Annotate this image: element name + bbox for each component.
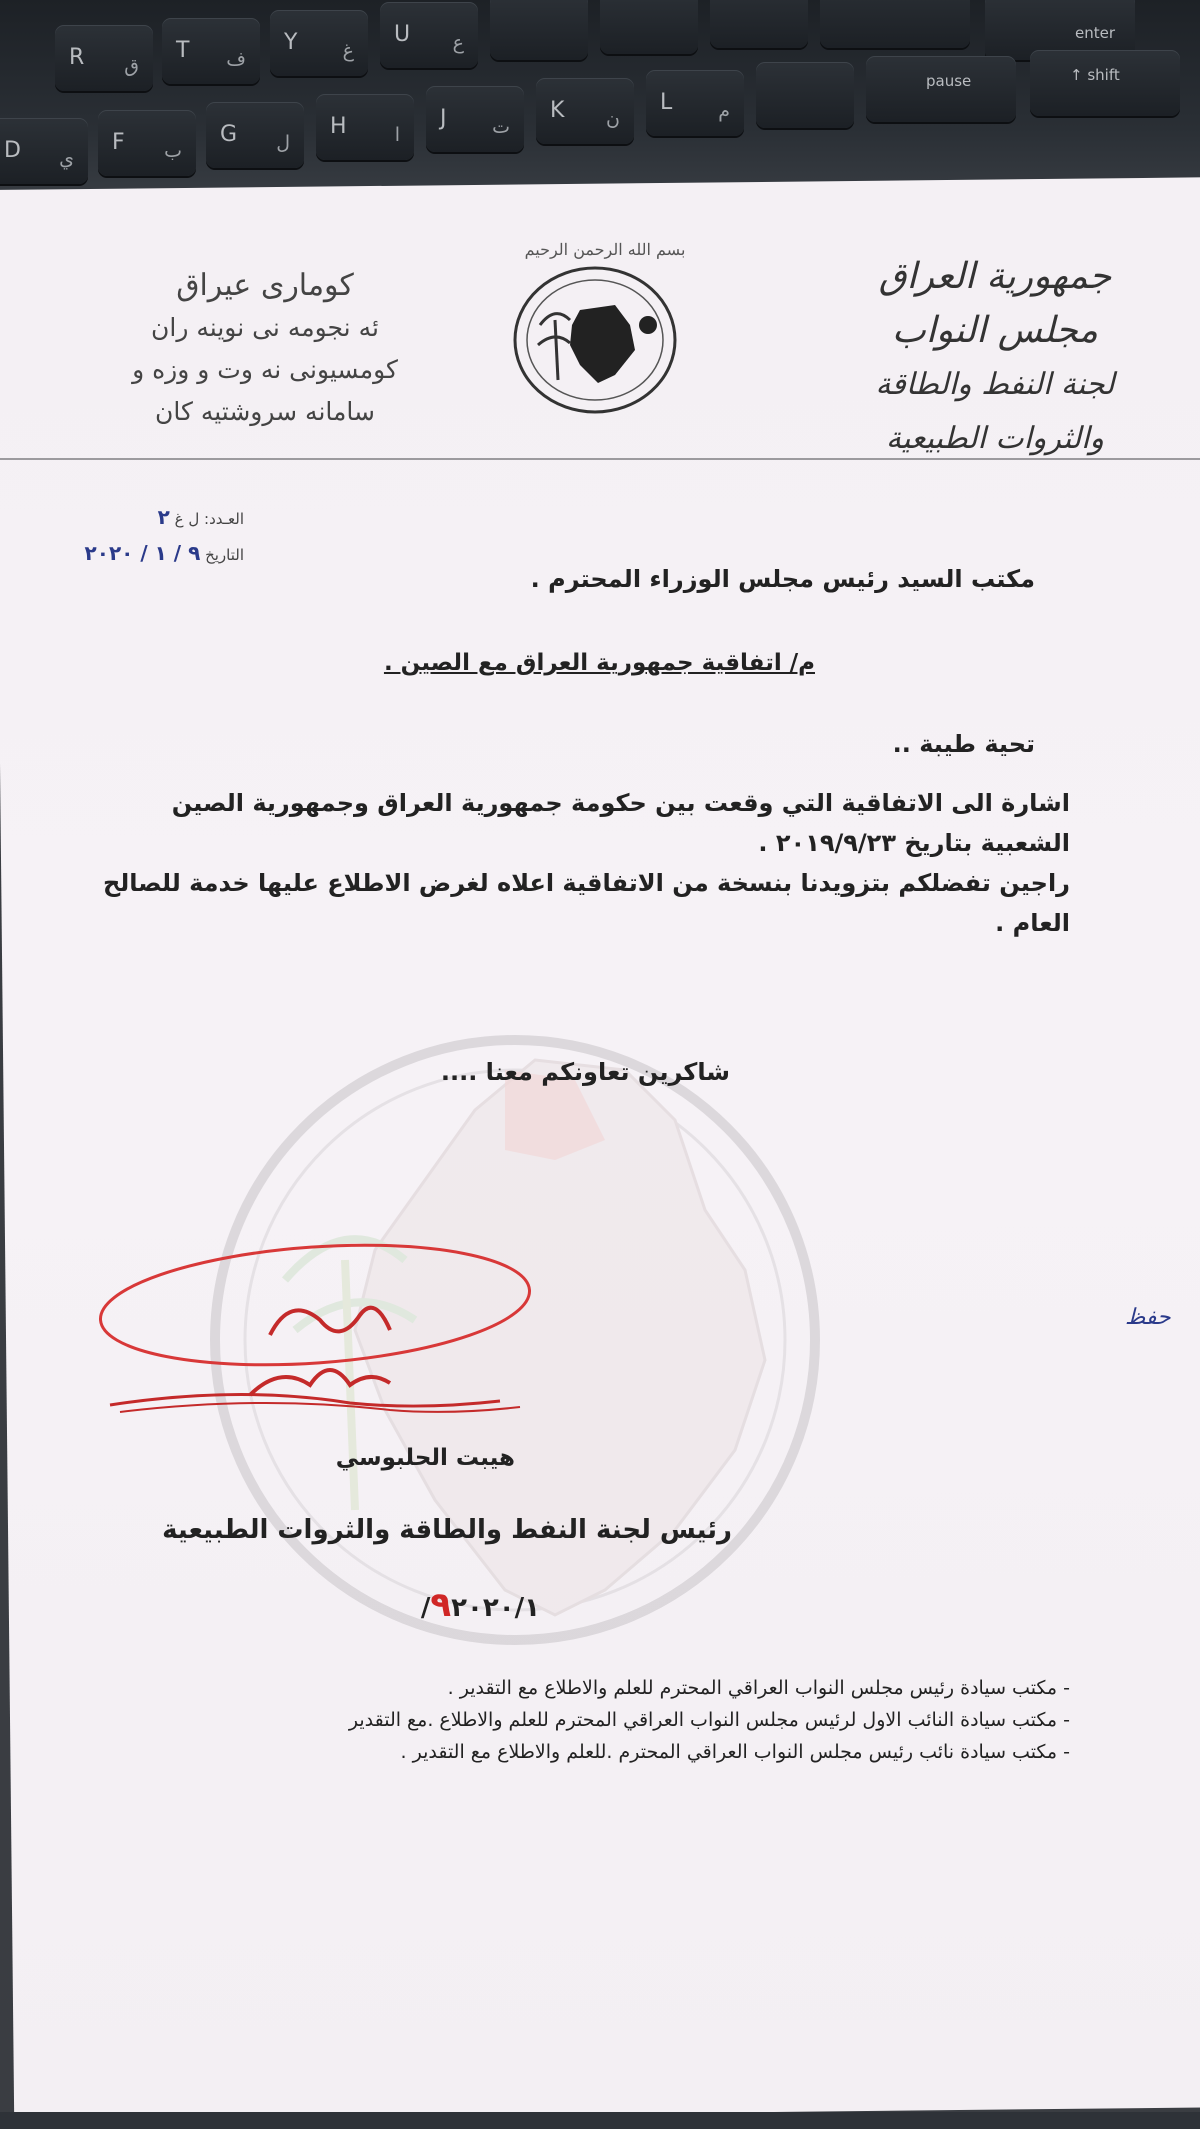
- key-arabic: ف: [226, 48, 246, 70]
- signatory-name: هيبت الحلبوسي: [335, 1445, 515, 1471]
- key-arabic: ع: [452, 32, 464, 54]
- header-divider: [0, 458, 1200, 460]
- closing-thanks: شاكرين تعاونكم معنا ....: [440, 1058, 730, 1086]
- key-u: [380, 2, 478, 68]
- key-arabic: ي: [59, 148, 74, 170]
- key-d: [0, 118, 88, 184]
- key-pause: [866, 56, 1016, 122]
- header-committee: لجنة النفط والطاقة والثروات الطبيعية: [875, 367, 1115, 456]
- key-latin: U: [394, 22, 411, 47]
- key-arabic: ت: [492, 116, 510, 138]
- header-kurdish-committee-1: كومسیونی نه وت و وزه و: [132, 355, 398, 384]
- key-y: [270, 10, 368, 76]
- cc-item: - مكتب سيادة رئيس مجلس النواب العراقي المحترم للعلم والاطلاع مع التقدير .: [447, 1677, 1070, 1699]
- signature-scribble: [90, 1235, 570, 1425]
- key-shift: [1030, 50, 1180, 116]
- key-t: [162, 18, 260, 84]
- date-line: [14, 536, 244, 572]
- key-latin: D: [4, 138, 21, 163]
- cc-item: - مكتب سيادة النائب الاول لرئيس مجلس النواب العراقي المحترم للعلم والاطلاع .مع التقدير: [348, 1709, 1070, 1731]
- key-latin: T: [176, 38, 190, 63]
- cc-list: [70, 1672, 1070, 1768]
- key-r: [55, 25, 153, 91]
- enter-label: enter: [1075, 24, 1116, 42]
- key-i: [490, 0, 588, 60]
- key-h: [316, 94, 414, 160]
- key-f: [98, 110, 196, 176]
- key-o: [600, 0, 698, 54]
- paragraph-2: راجين تفضلكم بتزويدنا بنسخة من الاتفاقية اعلاه لغرض الاطلاع عليها خدمة للصالح العام .: [102, 869, 1070, 937]
- number-label: العـدد: ل غ: [174, 510, 244, 528]
- basmala: بسم الله الرحمن الرحيم: [524, 240, 686, 259]
- key-latin: F: [112, 130, 125, 155]
- key-arabic: غ: [342, 40, 354, 62]
- header-right-block: [830, 250, 1160, 466]
- greeting: تحية طيبة ..: [892, 730, 1035, 758]
- key-latin: L: [660, 90, 673, 115]
- key-arabic: ا: [394, 124, 400, 146]
- header-kurdish-committee-2: سامانه سروشتیه كان: [155, 397, 375, 426]
- number-line: [14, 500, 244, 536]
- date-label: التاريخ: [205, 546, 244, 564]
- key-backspace: [820, 0, 970, 48]
- key-latin: R: [69, 45, 85, 70]
- key-arabic: ن: [606, 108, 620, 130]
- key-latin: H: [330, 114, 347, 139]
- key-g: [206, 102, 304, 168]
- key-latin: Y: [284, 30, 298, 55]
- header-parliament: مجلس النواب: [891, 310, 1099, 351]
- header-kurdish-republic: كوماری عیراق: [176, 268, 354, 303]
- number-date-block: [14, 500, 244, 572]
- key-latin: K: [550, 98, 565, 123]
- key-arabic: ل: [276, 132, 290, 154]
- key-p: [710, 0, 808, 48]
- key-latin: J: [440, 106, 447, 131]
- recipient: مكتب السيد رئيس مجلس الوزراء المحترم .: [530, 565, 1035, 593]
- signatory-title: رئيس لجنة النفط والطاقة والثروات الطبيعية: [162, 1515, 732, 1545]
- key-arabic: م: [718, 100, 730, 122]
- date-value: ٩ / ١ / ٢٠٢٠: [84, 541, 201, 565]
- cc-item: - مكتب سيادة نائب رئيس مجلس النواب العراقي المحترم .للعلم والاطلاع مع التقدير .: [400, 1741, 1070, 1763]
- bottom-edge: [0, 2112, 1200, 2129]
- key-semicolon: [756, 62, 854, 128]
- date-rest: ٢٠٢٠/١/: [420, 1593, 540, 1623]
- shift-label: ↑ shift: [1070, 66, 1120, 84]
- pause-label: pause: [926, 72, 972, 90]
- letter-body: [90, 775, 1070, 943]
- key-k: [536, 78, 634, 144]
- key-l: [646, 70, 744, 136]
- date-day-handwritten: ٩: [430, 1585, 452, 1625]
- signature-date: [421, 1585, 540, 1625]
- key-latin: G: [220, 122, 238, 147]
- header-left-block: [115, 265, 415, 433]
- subject-line: م/ اتفاقية جمهورية العراق مع الصين .: [383, 650, 815, 676]
- key-arabic: ق: [124, 55, 139, 77]
- key-j: [426, 86, 524, 152]
- header-republic: جمهورية العراق: [878, 256, 1112, 297]
- header-kurdish-parliament: ئه نجومه نی نوینه ران: [151, 313, 379, 342]
- number-value: ٢: [157, 505, 170, 529]
- key-arabic: ب: [164, 140, 182, 162]
- parliament-emblem: [510, 265, 680, 415]
- handwritten-note: حفظ: [1125, 1305, 1171, 1330]
- paragraph-1: اشارة الى الاتفاقية التي وقعت بين حكومة جمهورية العراق وجمهورية الصين الشعبية بتاريخ ٢٠١٩/٩/٢٣ .: [171, 789, 1070, 857]
